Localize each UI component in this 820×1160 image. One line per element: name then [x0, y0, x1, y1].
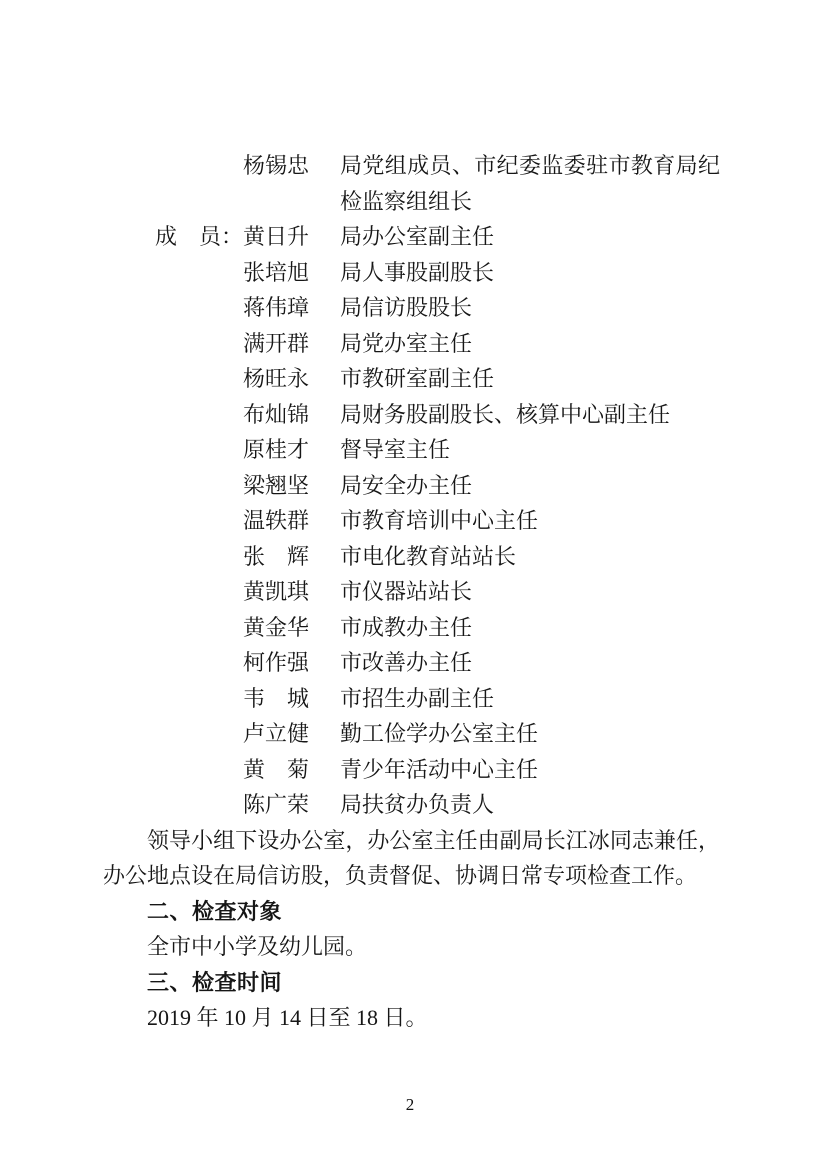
member-row	[103, 361, 720, 397]
member-title: 市改善办主任	[340, 650, 473, 675]
member-name: 卢立健	[243, 721, 310, 746]
member-title: 市仪器站站长	[340, 579, 473, 604]
member-title: 局党办室主任	[340, 330, 473, 356]
member-row	[103, 219, 720, 255]
member-title: 青少年活动中心主任	[340, 756, 539, 782]
office-setup-paragraph: 领导小组下设办公室，办公室主任由副局长江冰同志兼任，办公地点设在局信访股，负责督促、协调日常专项检查工作。	[103, 827, 720, 888]
member-row	[103, 148, 720, 219]
member-title: 市教育培训中心主任	[340, 508, 539, 533]
member-name: 蒋伟璋	[243, 295, 310, 320]
member-name: 陈广荣	[243, 792, 310, 817]
member-role-label: 成 员：	[154, 224, 243, 249]
member-row	[103, 255, 720, 291]
section-heading-inspection-time: 三、检查时间	[147, 969, 283, 995]
section-body-inspection-targets: 全市中小学及幼儿园。	[147, 934, 368, 959]
document-content	[103, 148, 720, 1036]
member-row	[103, 326, 720, 362]
member-name: 黄日升	[243, 224, 310, 249]
member-row	[103, 432, 720, 468]
member-name: 柯作强	[243, 650, 310, 675]
member-name: 黄金华	[243, 614, 310, 640]
page-number: 2	[405, 1095, 415, 1114]
section-heading-inspection-targets: 二、检查对象	[147, 898, 283, 924]
member-name: 黄凯琪	[243, 579, 310, 604]
member-title: 局办公室副主任	[340, 224, 495, 249]
member-row	[103, 503, 720, 539]
member-name: 杨锡忠	[243, 153, 310, 178]
member-row	[103, 752, 720, 788]
member-title: 市招生办副主任	[340, 685, 495, 711]
member-name: 满开群	[243, 330, 310, 356]
member-row	[103, 574, 720, 610]
member-row	[103, 290, 720, 326]
member-title: 局财务股副股长、核算中心副主任	[340, 401, 671, 427]
member-title: 督导室主任	[340, 437, 451, 462]
member-title: 市教研室副主任	[340, 366, 495, 391]
member-title: 局扶贫办负责人	[340, 792, 495, 817]
member-name: 温轶群	[243, 508, 310, 533]
member-title: 市电化教育站站长	[340, 543, 517, 569]
member-name: 杨旺永	[243, 366, 310, 391]
member-title: 局信访股股长	[340, 295, 473, 320]
member-name: 张培旭	[243, 259, 310, 285]
member-row	[103, 681, 720, 717]
member-row	[103, 468, 720, 504]
member-title: 市成教办主任	[340, 614, 473, 640]
member-name: 韦 城	[243, 685, 310, 711]
member-title: 局党组成员、市纪委监委驻市教育局纪检监察组组长	[340, 153, 720, 214]
member-title: 局人事股副股长	[340, 259, 495, 285]
member-row	[103, 610, 720, 646]
member-row	[103, 716, 720, 752]
member-title: 勤工俭学办公室主任	[340, 721, 539, 746]
section-body-inspection-time: 2019 年 10 月 14 日至 18 日。	[147, 1005, 428, 1030]
member-title: 局安全办主任	[340, 472, 473, 498]
member-name: 原桂才	[243, 437, 310, 462]
member-name: 黄 菊	[243, 756, 310, 782]
member-row	[103, 539, 720, 575]
member-row	[103, 787, 720, 823]
member-name: 布灿锦	[243, 401, 310, 427]
member-name: 张 辉	[243, 543, 310, 569]
member-row	[103, 397, 720, 433]
member-row	[103, 645, 720, 681]
member-name: 梁翘坚	[243, 472, 310, 498]
